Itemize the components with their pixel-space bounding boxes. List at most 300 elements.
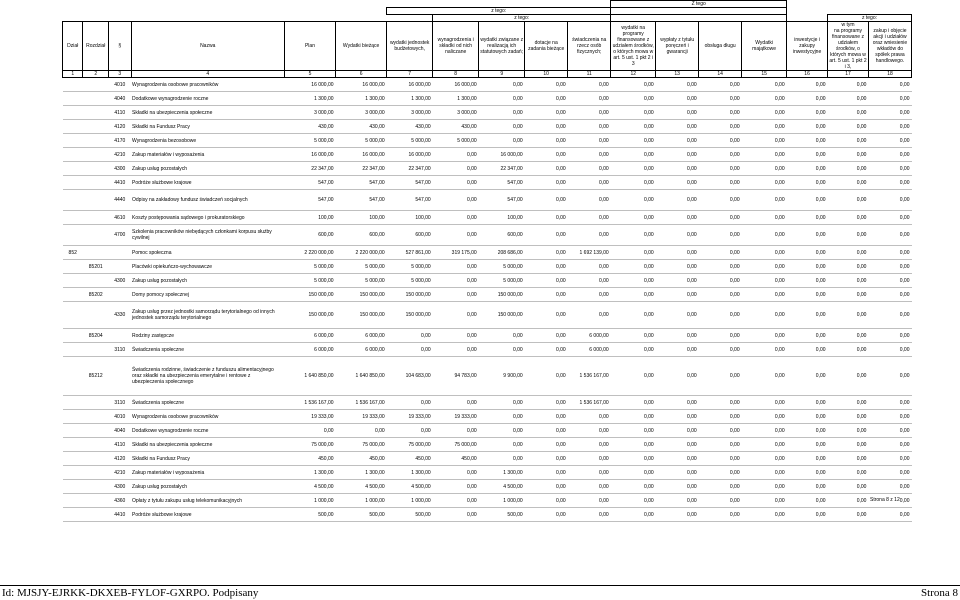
col-programy-ue-2: w tym na programy finansowane z udziałem środków, o których mowa w art. 5 ust. 1 pkt 2 i 3, [829,22,867,70]
cell-rozdzial [83,190,109,211]
cell-amount: 0,00 [699,225,742,246]
cell-amount: 0,00 [742,343,787,357]
col-wydatki-jednostek: wydatki jednostek budżetowych, [387,22,433,71]
cell-amount: 0,00 [828,225,869,246]
cell-amount: 100,00 [387,211,433,225]
cell-amount: 0,00 [742,176,787,190]
cell-amount: 0,00 [742,288,787,302]
cell-rozdzial [83,494,109,508]
cell-amount: 0,00 [868,329,911,343]
cell-amount: 0,00 [433,211,479,225]
cell-amount: 430,00 [433,120,479,134]
cell-amount: 22 347,00 [336,162,387,176]
cell-amount: 0,00 [787,329,828,343]
table-row [63,302,912,329]
cell-amount: 0,00 [787,260,828,274]
cell-amount: 0,00 [568,92,611,106]
cell-amount: 0,00 [656,329,699,343]
table-row [63,134,912,148]
column-number: 10 [525,71,568,78]
col-wynagrodzenia: wynagrodzenia i składki od nich naliczane [433,22,479,71]
cell-rozdzial [83,106,109,120]
cell-amount: 0,00 [656,78,699,92]
table-row [63,329,912,343]
cell-amount: 0,00 [787,211,828,225]
cell-amount: 4 500,00 [284,480,335,494]
table-row [63,190,912,211]
cell-amount: 0,00 [699,288,742,302]
cell-amount: 0,00 [828,176,869,190]
cell-amount: 150 000,00 [387,288,433,302]
cell-amount: 0,00 [525,480,568,494]
cell-amount: 150 000,00 [387,302,433,329]
cell-nazwa: Odpisy na zakładowy fundusz świadczeń socjalnych [131,190,284,211]
table-row [63,78,912,92]
cell-amount: 16 000,00 [479,148,525,162]
cell-amount: 0,00 [568,225,611,246]
cell-amount: 0,00 [656,396,699,410]
cell-paragraf: 4300 [109,480,132,494]
cell-nazwa: Składki na ubezpieczenia społeczne [131,106,284,120]
column-number: 4 [131,71,284,78]
cell-amount: 0,00 [742,162,787,176]
table-row [63,225,912,246]
cell-amount: 1 536 167,00 [284,396,335,410]
cell-amount: 0,00 [611,452,656,466]
cell-amount: 450,00 [433,452,479,466]
cell-amount: 0,00 [699,211,742,225]
cell-amount: 1 692 139,00 [568,246,611,260]
column-number: 14 [699,71,742,78]
cell-amount: 0,00 [433,176,479,190]
cell-amount: 0,00 [479,92,525,106]
cell-amount: 0,00 [433,190,479,211]
table-body [63,78,912,522]
cell-amount: 0,00 [828,508,869,522]
cell-amount: 0,00 [787,494,828,508]
cell-amount: 0,00 [656,494,699,508]
cell-amount: 0,00 [787,78,828,92]
cell-amount: 0,00 [433,329,479,343]
cell-amount: 547,00 [284,190,335,211]
cell-amount: 150 000,00 [479,288,525,302]
col-zakup-akcji: zakup i objęcie akcji i udziałów oraz wniesienie wkładów do spółek prawa handlowego. [868,22,911,71]
cell-amount: 0,00 [742,410,787,424]
col-obsluga-dlugu: obsługa długu [699,22,742,71]
cell-amount: 5 000,00 [284,274,335,288]
cell-amount: 1 640 850,00 [336,357,387,396]
cell-amount: 0,00 [699,134,742,148]
cell-amount: 0,00 [611,410,656,424]
cell-amount: 0,00 [868,452,911,466]
cell-amount: 0,00 [828,357,869,396]
cell-amount: 430,00 [387,120,433,134]
cell-amount: 0,00 [611,343,656,357]
cell-amount: 0,00 [828,288,869,302]
cell-paragraf [109,246,132,260]
cell-paragraf: 4440 [109,190,132,211]
cell-amount: 0,00 [525,343,568,357]
cell-rozdzial [83,466,109,480]
cell-amount: 100,00 [336,211,387,225]
cell-dzial [63,162,83,176]
cell-amount: 0,00 [742,508,787,522]
cell-amount: 0,00 [433,288,479,302]
cell-amount: 150 000,00 [336,302,387,329]
cell-amount: 0,00 [742,494,787,508]
cell-amount: 0,00 [868,508,911,522]
cell-amount: 0,00 [868,438,911,452]
cell-amount: 16 000,00 [336,78,387,92]
cell-amount: 0,00 [828,148,869,162]
cell-amount: 0,00 [868,494,911,508]
budget-document [62,0,912,522]
cell-amount: 0,00 [787,225,828,246]
cell-amount: 0,00 [568,410,611,424]
cell-amount: 5 000,00 [387,260,433,274]
cell-amount: 75 000,00 [284,438,335,452]
cell-amount: 0,00 [699,274,742,288]
col-rozdzial: Rozdział [83,22,109,71]
cell-amount: 1 000,00 [479,494,525,508]
cell-amount: 0,00 [525,274,568,288]
cell-amount: 1 300,00 [336,92,387,106]
cell-amount: 0,00 [699,410,742,424]
cell-amount: 0,00 [868,211,911,225]
column-number: 7 [387,71,433,78]
cell-amount: 0,00 [568,190,611,211]
cell-amount: 0,00 [699,246,742,260]
table-row [63,480,912,494]
cell-amount: 0,00 [479,343,525,357]
table-row [63,288,912,302]
cell-amount: 0,00 [868,410,911,424]
cell-amount: 5 000,00 [336,134,387,148]
cell-amount: 0,00 [868,466,911,480]
cell-amount: 547,00 [479,190,525,211]
cell-amount: 150 000,00 [336,288,387,302]
cell-rozdzial: 85202 [83,288,109,302]
cell-amount: 0,00 [656,302,699,329]
cell-amount: 1 300,00 [387,466,433,480]
cell-amount: 104 683,00 [387,357,433,396]
cell-nazwa: Dodatkowe wynagrodzenie roczne [131,424,284,438]
cell-amount: 0,00 [568,120,611,134]
cell-amount: 0,00 [479,78,525,92]
cell-amount: 0,00 [787,274,828,288]
cell-amount: 0,00 [699,396,742,410]
table-row [63,92,912,106]
cell-amount: 100,00 [479,211,525,225]
cell-amount: 0,00 [828,396,869,410]
cell-rozdzial [83,274,109,288]
cell-amount: 0,00 [868,274,911,288]
cell-amount: 0,00 [568,424,611,438]
cell-amount: 0,00 [742,225,787,246]
column-number: 15 [742,71,787,78]
table-header [63,1,912,71]
cell-amount: 0,00 [568,288,611,302]
cell-rozdzial: 85212 [83,357,109,396]
cell-amount: 0,00 [699,357,742,396]
cell-amount: 430,00 [284,120,335,134]
cell-amount: 500,00 [387,508,433,522]
cell-amount: 0,00 [479,438,525,452]
cell-dzial [63,211,83,225]
cell-amount: 0,00 [787,438,828,452]
table-row [63,162,912,176]
cell-dzial [63,176,83,190]
cell-amount: 0,00 [656,246,699,260]
cell-amount: 0,00 [525,357,568,396]
cell-amount: 319 175,00 [433,246,479,260]
cell-amount: 0,00 [656,162,699,176]
cell-amount: 22 347,00 [387,162,433,176]
cell-rozdzial [83,148,109,162]
cell-amount: 0,00 [868,343,911,357]
cell-amount: 500,00 [479,508,525,522]
cell-amount: 0,00 [656,410,699,424]
table-row [63,424,912,438]
footer [0,585,960,600]
cell-amount: 0,00 [656,92,699,106]
cell-amount: 0,00 [433,466,479,480]
cell-amount: 0,00 [656,106,699,120]
cell-amount: 0,00 [611,438,656,452]
cell-amount: 0,00 [828,190,869,211]
cell-amount: 0,00 [568,148,611,162]
cell-amount: 0,00 [568,466,611,480]
cell-rozdzial: 85201 [83,260,109,274]
cell-amount: 0,00 [525,120,568,134]
cell-dzial [63,452,83,466]
cell-amount: 0,00 [742,106,787,120]
cell-paragraf: 4010 [109,410,132,424]
cell-amount: 16 000,00 [387,78,433,92]
cell-rozdzial [83,438,109,452]
cell-amount: 5 000,00 [284,260,335,274]
cell-amount: 0,00 [828,92,869,106]
cell-amount: 0,00 [742,274,787,288]
col-zadania-statutowe: wydatki związane z realizacją ich statutowych zadań; [479,22,525,71]
cell-amount: 0,00 [336,424,387,438]
cell-amount: 0,00 [787,452,828,466]
cell-amount: 1 536 167,00 [568,357,611,396]
cell-paragraf: 4120 [109,452,132,466]
cell-amount: 0,00 [699,260,742,274]
cell-amount: 150 000,00 [284,288,335,302]
cell-amount: 5 000,00 [479,260,525,274]
cell-amount: 75 000,00 [336,438,387,452]
cell-amount: 6 000,00 [284,329,335,343]
cell-amount: 0,00 [699,494,742,508]
cell-amount: 0,00 [525,508,568,522]
cell-amount: 0,00 [828,162,869,176]
table-row [63,106,912,120]
cell-amount: 150 000,00 [284,302,335,329]
col-dzial: Dział [63,22,83,71]
cell-amount: 547,00 [387,176,433,190]
cell-amount: 0,00 [868,92,911,106]
cell-amount: 0,00 [611,396,656,410]
table-row [63,508,912,522]
cell-amount: 0,00 [868,225,911,246]
cell-amount: 0,00 [742,78,787,92]
cell-amount: 0,00 [611,357,656,396]
cell-amount: 450,00 [284,452,335,466]
cell-amount: 0,00 [699,466,742,480]
cell-amount: 0,00 [568,480,611,494]
column-number: 13 [656,71,699,78]
cell-amount: 0,00 [828,343,869,357]
cell-amount: 0,00 [868,78,911,92]
cell-amount: 0,00 [699,424,742,438]
cell-amount: 547,00 [336,190,387,211]
cell-amount: 0,00 [742,190,787,211]
cell-amount: 1 536 167,00 [336,396,387,410]
column-number: 12 [611,71,656,78]
cell-dzial [63,438,83,452]
cell-amount: 0,00 [525,225,568,246]
cell-nazwa: Zakup usług pozostałych [131,274,284,288]
cell-dzial [63,357,83,396]
column-number: 18 [868,71,911,78]
cell-amount: 0,00 [828,260,869,274]
cell-amount: 19 333,00 [433,410,479,424]
cell-amount: 0,00 [611,92,656,106]
cell-amount: 0,00 [742,211,787,225]
cell-amount: 0,00 [525,424,568,438]
cell-amount: 0,00 [828,494,869,508]
cell-nazwa: Zakup usług pozostałych [131,162,284,176]
cell-amount: 0,00 [828,410,869,424]
cell-amount: 22 347,00 [284,162,335,176]
cell-amount: 0,00 [868,246,911,260]
cell-paragraf: 4610 [109,211,132,225]
cell-amount: 0,00 [479,134,525,148]
cell-amount: 0,00 [868,357,911,396]
cell-amount: 0,00 [525,302,568,329]
cell-paragraf: 4300 [109,162,132,176]
col-nazwa: Nazwa [131,22,284,71]
cell-dzial [63,92,83,106]
cell-amount: 0,00 [656,508,699,522]
cell-amount: 0,00 [787,106,828,120]
cell-dzial [63,494,83,508]
cell-amount: 0,00 [787,148,828,162]
cell-amount: 5 000,00 [284,134,335,148]
cell-rozdzial: 85204 [83,329,109,343]
cell-amount: 547,00 [336,176,387,190]
cell-amount: 0,00 [742,424,787,438]
cell-dzial [63,396,83,410]
cell-amount: 75 000,00 [433,438,479,452]
cell-amount: 0,00 [433,274,479,288]
column-number: 11 [568,71,611,78]
cell-amount: 0,00 [525,494,568,508]
cell-amount: 6 000,00 [336,329,387,343]
cell-amount: 0,00 [699,106,742,120]
cell-amount: 0,00 [742,148,787,162]
cell-amount: 1 300,00 [479,466,525,480]
cell-amount: 0,00 [699,176,742,190]
cell-amount: 0,00 [699,508,742,522]
cell-amount: 0,00 [525,176,568,190]
cell-paragraf: 4170 [109,134,132,148]
cell-amount: 0,00 [787,134,828,148]
cell-amount: 0,00 [742,92,787,106]
cell-nazwa: Zakup usług przez jednostki samorządu terytorialnego od innych jednostek samorządu terytorialnego [131,302,284,329]
cell-dzial [63,134,83,148]
cell-amount: 0,00 [568,438,611,452]
cell-rozdzial [83,452,109,466]
table-row [63,246,912,260]
cell-amount: 0,00 [787,480,828,494]
cell-amount: 0,00 [787,302,828,329]
cell-dzial [63,410,83,424]
cell-amount: 0,00 [699,120,742,134]
cell-amount: 0,00 [611,148,656,162]
cell-amount: 0,00 [525,410,568,424]
cell-amount: 0,00 [828,134,869,148]
table-row [63,410,912,424]
cell-amount: 0,00 [611,480,656,494]
cell-amount: 0,00 [525,246,568,260]
column-number: 6 [336,71,387,78]
cell-rozdzial [83,211,109,225]
cell-nazwa: Świadczenia rodzinne, świadczenie z funduszu alimentacyjnego oraz składki na ubezpieczenia emerytalne i rentowe z ubezpieczenia społecznego [131,357,284,396]
cell-amount: 0,00 [568,176,611,190]
header-zlego: z tego: [828,15,912,22]
cell-rozdzial [83,162,109,176]
cell-amount: 0,00 [868,480,911,494]
cell-amount: 0,00 [699,148,742,162]
cell-nazwa: Szkolenia pracowników niebędących członkami korpusu służby cywilnej [131,225,284,246]
cell-amount: 0,00 [433,260,479,274]
cell-amount: 0,00 [433,343,479,357]
cell-paragraf: 4300 [109,274,132,288]
cell-amount: 1 300,00 [284,92,335,106]
cell-amount: 0,00 [699,78,742,92]
cell-amount: 0,00 [699,162,742,176]
cell-nazwa: Zakup materiałów i wyposażenia [131,148,284,162]
cell-rozdzial [83,134,109,148]
cell-amount: 0,00 [611,78,656,92]
cell-amount: 450,00 [387,452,433,466]
cell-dzial [63,190,83,211]
cell-amount: 0,00 [828,466,869,480]
cell-amount: 22 347,00 [479,162,525,176]
cell-amount: 0,00 [742,480,787,494]
cell-amount: 0,00 [828,480,869,494]
cell-dzial [63,466,83,480]
cell-amount: 16 000,00 [433,78,479,92]
table-row [63,148,912,162]
cell-amount: 0,00 [656,274,699,288]
cell-amount: 0,00 [656,357,699,396]
cell-amount: 0,00 [387,396,433,410]
cell-amount: 0,00 [828,120,869,134]
cell-amount: 19 333,00 [284,410,335,424]
cell-amount: 0,00 [868,162,911,176]
cell-amount: 0,00 [284,424,335,438]
cell-paragraf: 4700 [109,225,132,246]
table-row [63,211,912,225]
cell-amount: 0,00 [828,274,869,288]
cell-amount: 0,00 [525,211,568,225]
cell-amount: 0,00 [868,424,911,438]
cell-nazwa: Opłaty z tytułu zakupu usług telekomunikacyjnych [131,494,284,508]
